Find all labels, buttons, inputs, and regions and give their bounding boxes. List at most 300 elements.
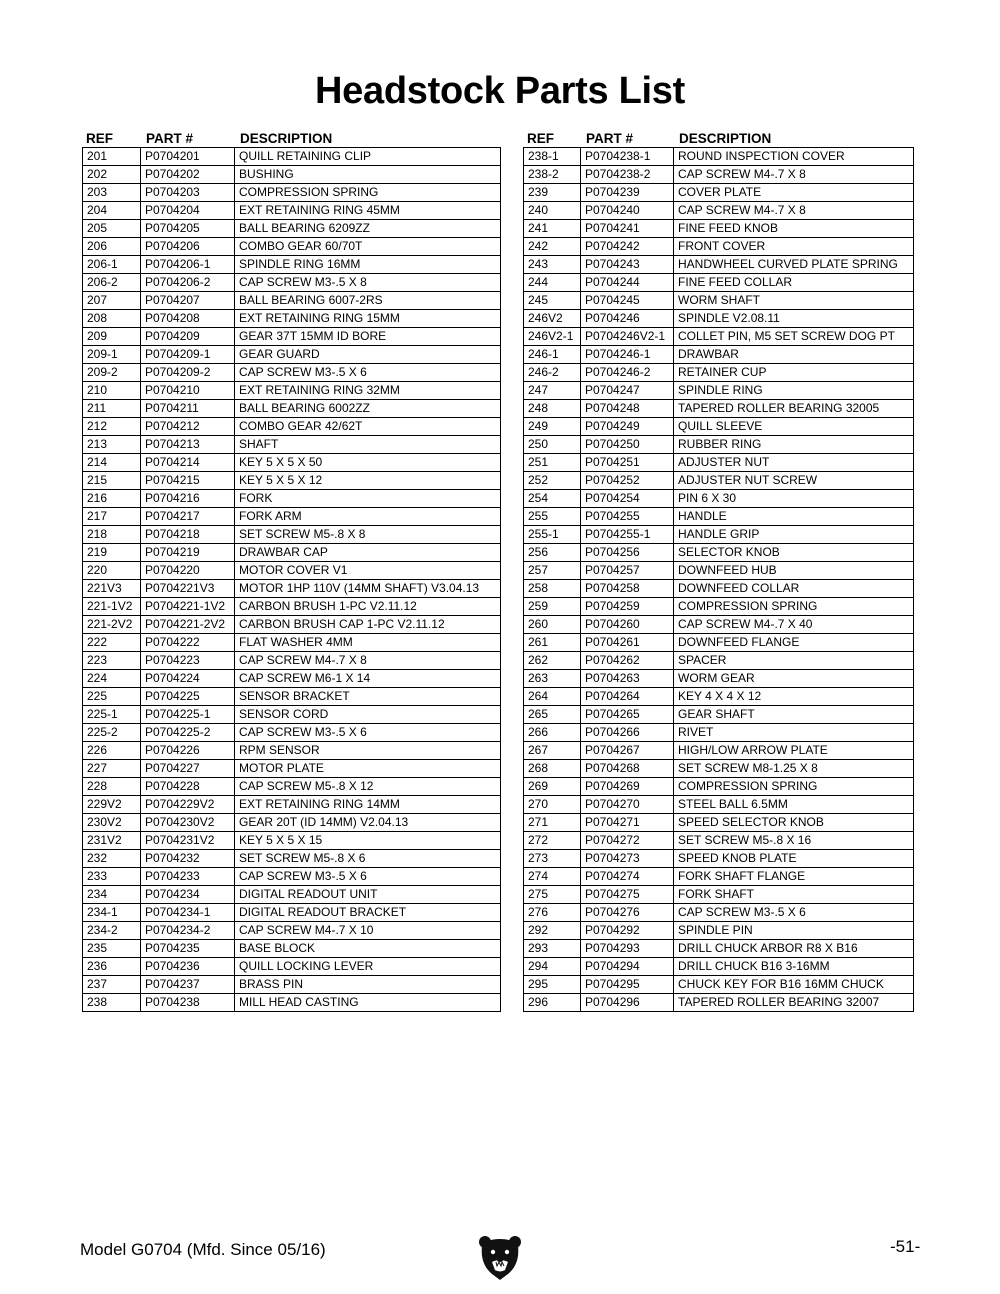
description-cell: BUSHING (235, 166, 501, 184)
table-row (524, 238, 914, 256)
table-row (83, 904, 501, 922)
ref-cell: 214 (83, 454, 141, 472)
table-row (83, 382, 501, 400)
part-number-cell: P0704255-1 (581, 526, 674, 544)
table-row (83, 778, 501, 796)
description-cell: DOWNFEED HUB (674, 562, 914, 580)
table-row (83, 886, 501, 904)
table-row (83, 472, 501, 490)
ref-cell: 266 (524, 724, 581, 742)
table-row (524, 490, 914, 508)
ref-cell: 247 (524, 382, 581, 400)
table-row (83, 526, 501, 544)
table-row (524, 994, 914, 1012)
part-number-cell: P0704215 (141, 472, 235, 490)
ref-cell: 268 (524, 760, 581, 778)
table-row (83, 148, 501, 166)
ref-cell: 221-2V2 (83, 616, 141, 634)
part-number-cell: P0704252 (581, 472, 674, 490)
part-number-cell: P0704204 (141, 202, 235, 220)
part-number-cell: P0704294 (581, 958, 674, 976)
ref-cell: 270 (524, 796, 581, 814)
table-row (83, 562, 501, 580)
ref-cell: 296 (524, 994, 581, 1012)
ref-cell: 249 (524, 418, 581, 436)
part-header: PART # (146, 131, 194, 146)
part-number-cell: P0704240 (581, 202, 674, 220)
description-cell: SPEED KNOB PLATE (674, 850, 914, 868)
part-number-cell: P0704263 (581, 670, 674, 688)
description-cell: SPINDLE RING 16MM (235, 256, 501, 274)
description-cell: SPINDLE RING (674, 382, 914, 400)
ref-cell: 295 (524, 976, 581, 994)
table-row (524, 184, 914, 202)
part-number-cell: P0704206-1 (141, 256, 235, 274)
ref-cell: 244 (524, 274, 581, 292)
part-number-cell: P0704275 (581, 886, 674, 904)
part-number-cell: P0704211 (141, 400, 235, 418)
ref-cell: 254 (524, 490, 581, 508)
ref-cell: 258 (524, 580, 581, 598)
part-number-cell: P0704210 (141, 382, 235, 400)
ref-cell: 207 (83, 292, 141, 310)
part-number-cell: P0704239 (581, 184, 674, 202)
description-cell: ROUND INSPECTION COVER (674, 148, 914, 166)
description-cell: BALL BEARING 6007-2RS (235, 292, 501, 310)
part-number-cell: P0704266 (581, 724, 674, 742)
table-row (524, 382, 914, 400)
description-header: DESCRIPTION (679, 131, 772, 146)
description-cell: COMBO GEAR 42/62T (235, 418, 501, 436)
table-row (83, 724, 501, 742)
ref-cell: 206 (83, 238, 141, 256)
table-row (524, 796, 914, 814)
description-cell: FINE FEED KNOB (674, 220, 914, 238)
part-number-cell: P0704227 (141, 760, 235, 778)
description-cell: KEY 4 X 4 X 12 (674, 688, 914, 706)
table-row (524, 688, 914, 706)
description-cell: SET SCREW M5-.8 X 6 (235, 850, 501, 868)
part-number-cell: P0704206-2 (141, 274, 235, 292)
table-row (83, 832, 501, 850)
table-row (83, 868, 501, 886)
ref-cell: 246-1 (524, 346, 581, 364)
part-number-cell: P0704223 (141, 652, 235, 670)
ref-cell: 241 (524, 220, 581, 238)
table-row (83, 400, 501, 418)
part-number-cell: P0704228 (141, 778, 235, 796)
table-row (83, 436, 501, 454)
ref-cell: 206-2 (83, 274, 141, 292)
table-row (83, 328, 501, 346)
description-cell: BASE BLOCK (235, 940, 501, 958)
part-number-cell: P0704229V2 (141, 796, 235, 814)
part-number-cell: P0704242 (581, 238, 674, 256)
table-row (83, 418, 501, 436)
ref-cell: 221-1V2 (83, 598, 141, 616)
ref-cell: 216 (83, 490, 141, 508)
part-number-cell: P0704265 (581, 706, 674, 724)
table-row (83, 958, 501, 976)
table-row (524, 742, 914, 760)
part-number-cell: P0704248 (581, 400, 674, 418)
description-cell: HANDLE (674, 508, 914, 526)
table-row (83, 580, 501, 598)
right-table (523, 147, 914, 1012)
part-number-cell: P0704259 (581, 598, 674, 616)
ref-cell: 203 (83, 184, 141, 202)
ref-cell: 230V2 (83, 814, 141, 832)
description-cell: RPM SENSOR (235, 742, 501, 760)
table-row (83, 310, 501, 328)
ref-cell: 210 (83, 382, 141, 400)
ref-cell: 245 (524, 292, 581, 310)
description-cell: CARBON BRUSH CAP 1-PC V2.11.12 (235, 616, 501, 634)
ref-cell: 251 (524, 454, 581, 472)
part-number-cell: P0704236 (141, 958, 235, 976)
table-row (524, 850, 914, 868)
part-number-cell: P0704225-2 (141, 724, 235, 742)
ref-cell: 269 (524, 778, 581, 796)
part-number-cell: P0704271 (581, 814, 674, 832)
description-cell: SPACER (674, 652, 914, 670)
part-number-cell: P0704238 (141, 994, 235, 1012)
description-cell: SPINDLE V2.08.11 (674, 310, 914, 328)
description-cell: RETAINER CUP (674, 364, 914, 382)
ref-cell: 228 (83, 778, 141, 796)
description-cell: COLLET PIN, M5 SET SCREW DOG PT (674, 328, 914, 346)
ref-cell: 238-2 (524, 166, 581, 184)
table-row (524, 202, 914, 220)
ref-cell: 242 (524, 238, 581, 256)
table-row (524, 832, 914, 850)
description-cell: RIVET (674, 724, 914, 742)
part-number-cell: P0704217 (141, 508, 235, 526)
table-row (83, 166, 501, 184)
part-number-cell: P0704245 (581, 292, 674, 310)
ref-cell: 229V2 (83, 796, 141, 814)
ref-cell: 264 (524, 688, 581, 706)
description-cell: CAP SCREW M3-.5 X 6 (235, 868, 501, 886)
table-row (83, 742, 501, 760)
table-row (83, 364, 501, 382)
ref-cell: 238 (83, 994, 141, 1012)
part-number-cell: P0704274 (581, 868, 674, 886)
table-row (83, 706, 501, 724)
table-row (524, 814, 914, 832)
description-cell: SET SCREW M5-.8 X 16 (674, 832, 914, 850)
ref-cell: 234-2 (83, 922, 141, 940)
table-row (83, 202, 501, 220)
table-row (83, 346, 501, 364)
table-row (83, 220, 501, 238)
ref-cell: 236 (83, 958, 141, 976)
ref-cell: 238-1 (524, 148, 581, 166)
ref-cell: 202 (83, 166, 141, 184)
page-title: Headstock Parts List (315, 70, 685, 112)
ref-cell: 255 (524, 508, 581, 526)
table-row (83, 814, 501, 832)
description-cell: SET SCREW M5-.8 X 8 (235, 526, 501, 544)
ref-cell: 231V2 (83, 832, 141, 850)
part-number-cell: P0704273 (581, 850, 674, 868)
part-number-cell: P0704225 (141, 688, 235, 706)
description-cell: GEAR GUARD (235, 346, 501, 364)
table-row (83, 796, 501, 814)
table-row (524, 868, 914, 886)
part-number-cell: P0704205 (141, 220, 235, 238)
description-cell: DIGITAL READOUT UNIT (235, 886, 501, 904)
ref-cell: 275 (524, 886, 581, 904)
part-number-cell: P0704238-1 (581, 148, 674, 166)
table-row (524, 958, 914, 976)
table-row (83, 994, 501, 1012)
part-number-cell: P0704225-1 (141, 706, 235, 724)
table-row (83, 184, 501, 202)
part-number-cell: P0704293 (581, 940, 674, 958)
footer-model: Model G0704 (Mfd. Since 05/16) (80, 1240, 326, 1259)
description-cell: QUILL SLEEVE (674, 418, 914, 436)
part-number-cell: P0704230V2 (141, 814, 235, 832)
table-row (524, 526, 914, 544)
ref-cell: 239 (524, 184, 581, 202)
table-row (83, 238, 501, 256)
table-row (524, 544, 914, 562)
left-table-header (82, 127, 501, 146)
table-row (524, 634, 914, 652)
part-number-cell: P0704238-2 (581, 166, 674, 184)
table-row (524, 616, 914, 634)
description-cell: EXT RETAINING RING 14MM (235, 796, 501, 814)
description-cell: SHAFT (235, 436, 501, 454)
description-cell: PIN 6 X 30 (674, 490, 914, 508)
ref-cell: 222 (83, 634, 141, 652)
ref-cell: 221V3 (83, 580, 141, 598)
table-row (524, 778, 914, 796)
description-cell: CAP SCREW M5-.8 X 12 (235, 778, 501, 796)
part-number-cell: P0704209-1 (141, 346, 235, 364)
table-row (524, 364, 914, 382)
part-number-cell: P0704220 (141, 562, 235, 580)
part-number-cell: P0704214 (141, 454, 235, 472)
part-number-cell: P0704276 (581, 904, 674, 922)
table-row (83, 922, 501, 940)
part-number-cell: P0704246-1 (581, 346, 674, 364)
part-number-cell: P0704231V2 (141, 832, 235, 850)
description-cell: KEY 5 X 5 X 15 (235, 832, 501, 850)
description-cell: ADJUSTER NUT SCREW (674, 472, 914, 490)
bear-logo-icon (478, 1234, 522, 1280)
part-number-cell: P0704235 (141, 940, 235, 958)
part-number-cell: P0704201 (141, 148, 235, 166)
table-row (83, 256, 501, 274)
description-cell: FORK SHAFT FLANGE (674, 868, 914, 886)
table-row (83, 760, 501, 778)
description-cell: RUBBER RING (674, 436, 914, 454)
table-row (83, 544, 501, 562)
description-cell: FORK (235, 490, 501, 508)
part-number-cell: P0704250 (581, 436, 674, 454)
part-number-cell: P0704224 (141, 670, 235, 688)
part-number-cell: P0704243 (581, 256, 674, 274)
ref-cell: 246V2-1 (524, 328, 581, 346)
description-cell: DRILL CHUCK ARBOR R8 X B16 (674, 940, 914, 958)
description-cell: ADJUSTER NUT (674, 454, 914, 472)
table-row (524, 310, 914, 328)
description-cell: EXT RETAINING RING 15MM (235, 310, 501, 328)
description-cell: MOTOR PLATE (235, 760, 501, 778)
table-row (524, 904, 914, 922)
ref-cell: 233 (83, 868, 141, 886)
ref-cell: 246-2 (524, 364, 581, 382)
part-number-cell: P0704221V3 (141, 580, 235, 598)
part-header: PART # (586, 131, 634, 146)
table-row (524, 220, 914, 238)
ref-cell: 208 (83, 310, 141, 328)
ref-cell: 274 (524, 868, 581, 886)
description-cell: CAP SCREW M6-1 X 14 (235, 670, 501, 688)
ref-cell: 263 (524, 670, 581, 688)
description-cell: HANDWHEEL CURVED PLATE SPRING (674, 256, 914, 274)
description-cell: DIGITAL READOUT BRACKET (235, 904, 501, 922)
ref-cell: 211 (83, 400, 141, 418)
description-cell: GEAR SHAFT (674, 706, 914, 724)
ref-cell: 217 (83, 508, 141, 526)
ref-cell: 292 (524, 922, 581, 940)
ref-cell: 234-1 (83, 904, 141, 922)
ref-cell: 223 (83, 652, 141, 670)
table-row (524, 256, 914, 274)
description-cell: DOWNFEED FLANGE (674, 634, 914, 652)
table-row (83, 850, 501, 868)
part-number-cell: P0704247 (581, 382, 674, 400)
part-number-cell: P0704264 (581, 688, 674, 706)
description-cell: HIGH/LOW ARROW PLATE (674, 742, 914, 760)
part-number-cell: P0704261 (581, 634, 674, 652)
part-number-cell: P0704295 (581, 976, 674, 994)
part-number-cell: P0704234-2 (141, 922, 235, 940)
description-cell: SENSOR CORD (235, 706, 501, 724)
ref-cell: 272 (524, 832, 581, 850)
description-cell: BRASS PIN (235, 976, 501, 994)
part-number-cell: P0704216 (141, 490, 235, 508)
ref-cell: 201 (83, 148, 141, 166)
description-cell: SELECTOR KNOB (674, 544, 914, 562)
table-row (83, 634, 501, 652)
ref-cell: 248 (524, 400, 581, 418)
part-number-cell: P0704203 (141, 184, 235, 202)
part-number-cell: P0704268 (581, 760, 674, 778)
page-number: -51- (890, 1237, 921, 1256)
description-cell: MILL HEAD CASTING (235, 994, 501, 1012)
table-row (524, 436, 914, 454)
ref-cell: 265 (524, 706, 581, 724)
ref-cell: 260 (524, 616, 581, 634)
table-row (524, 706, 914, 724)
table-row (83, 292, 501, 310)
description-cell: STEEL BALL 6.5MM (674, 796, 914, 814)
part-number-cell: P0704254 (581, 490, 674, 508)
ref-cell: 276 (524, 904, 581, 922)
ref-header: REF (86, 131, 113, 146)
description-cell: COMPRESSION SPRING (674, 778, 914, 796)
description-cell: MOTOR COVER V1 (235, 562, 501, 580)
part-number-cell: P0704258 (581, 580, 674, 598)
description-cell: KEY 5 X 5 X 50 (235, 454, 501, 472)
description-cell: QUILL RETAINING CLIP (235, 148, 501, 166)
description-cell: CAP SCREW M4-.7 X 8 (235, 652, 501, 670)
description-cell: WORM GEAR (674, 670, 914, 688)
part-number-cell: P0704262 (581, 652, 674, 670)
table-row (524, 472, 914, 490)
ref-cell: 225 (83, 688, 141, 706)
table-row (83, 940, 501, 958)
ref-cell: 215 (83, 472, 141, 490)
ref-cell: 261 (524, 634, 581, 652)
table-row (524, 418, 914, 436)
description-cell: BALL BEARING 6002ZZ (235, 400, 501, 418)
description-cell: DRAWBAR CAP (235, 544, 501, 562)
description-cell: COMBO GEAR 60/70T (235, 238, 501, 256)
ref-cell: 234 (83, 886, 141, 904)
part-number-cell: P0704249 (581, 418, 674, 436)
table-row (524, 886, 914, 904)
ref-cell: 243 (524, 256, 581, 274)
table-row (83, 670, 501, 688)
part-number-cell: P0704260 (581, 616, 674, 634)
part-number-cell: P0704226 (141, 742, 235, 760)
ref-cell: 209-1 (83, 346, 141, 364)
description-cell: CARBON BRUSH 1-PC V2.11.12 (235, 598, 501, 616)
description-cell: COMPRESSION SPRING (235, 184, 501, 202)
part-number-cell: P0704209 (141, 328, 235, 346)
part-number-cell: P0704232 (141, 850, 235, 868)
description-cell: BALL BEARING 6209ZZ (235, 220, 501, 238)
part-number-cell: P0704206 (141, 238, 235, 256)
ref-cell: 237 (83, 976, 141, 994)
ref-cell: 204 (83, 202, 141, 220)
description-cell: SET SCREW M8-1.25 X 8 (674, 760, 914, 778)
description-cell: CAP SCREW M3-.5 X 8 (235, 274, 501, 292)
description-cell: TAPERED ROLLER BEARING 32007 (674, 994, 914, 1012)
description-cell: CAP SCREW M3-.5 X 6 (235, 724, 501, 742)
part-number-cell: P0704256 (581, 544, 674, 562)
description-cell: EXT RETAINING RING 45MM (235, 202, 501, 220)
ref-cell: 224 (83, 670, 141, 688)
table-row (524, 508, 914, 526)
description-cell: CAP SCREW M4-.7 X 8 (674, 202, 914, 220)
part-number-cell: P0704221-1V2 (141, 598, 235, 616)
part-number-cell: P0704246-2 (581, 364, 674, 382)
ref-cell: 246V2 (524, 310, 581, 328)
description-cell: WORM SHAFT (674, 292, 914, 310)
part-number-cell: P0704270 (581, 796, 674, 814)
description-cell: EXT RETAINING RING 32MM (235, 382, 501, 400)
table-row (83, 652, 501, 670)
description-cell: CAP SCREW M3-.5 X 6 (235, 364, 501, 382)
description-cell: FORK SHAFT (674, 886, 914, 904)
table-row (524, 454, 914, 472)
ref-cell: 213 (83, 436, 141, 454)
description-cell: SPINDLE PIN (674, 922, 914, 940)
part-number-cell: P0704202 (141, 166, 235, 184)
table-row (83, 490, 501, 508)
table-row (83, 976, 501, 994)
table-row (524, 724, 914, 742)
ref-cell: 240 (524, 202, 581, 220)
ref-cell: 225-1 (83, 706, 141, 724)
description-cell: CAP SCREW M4-.7 X 8 (674, 166, 914, 184)
